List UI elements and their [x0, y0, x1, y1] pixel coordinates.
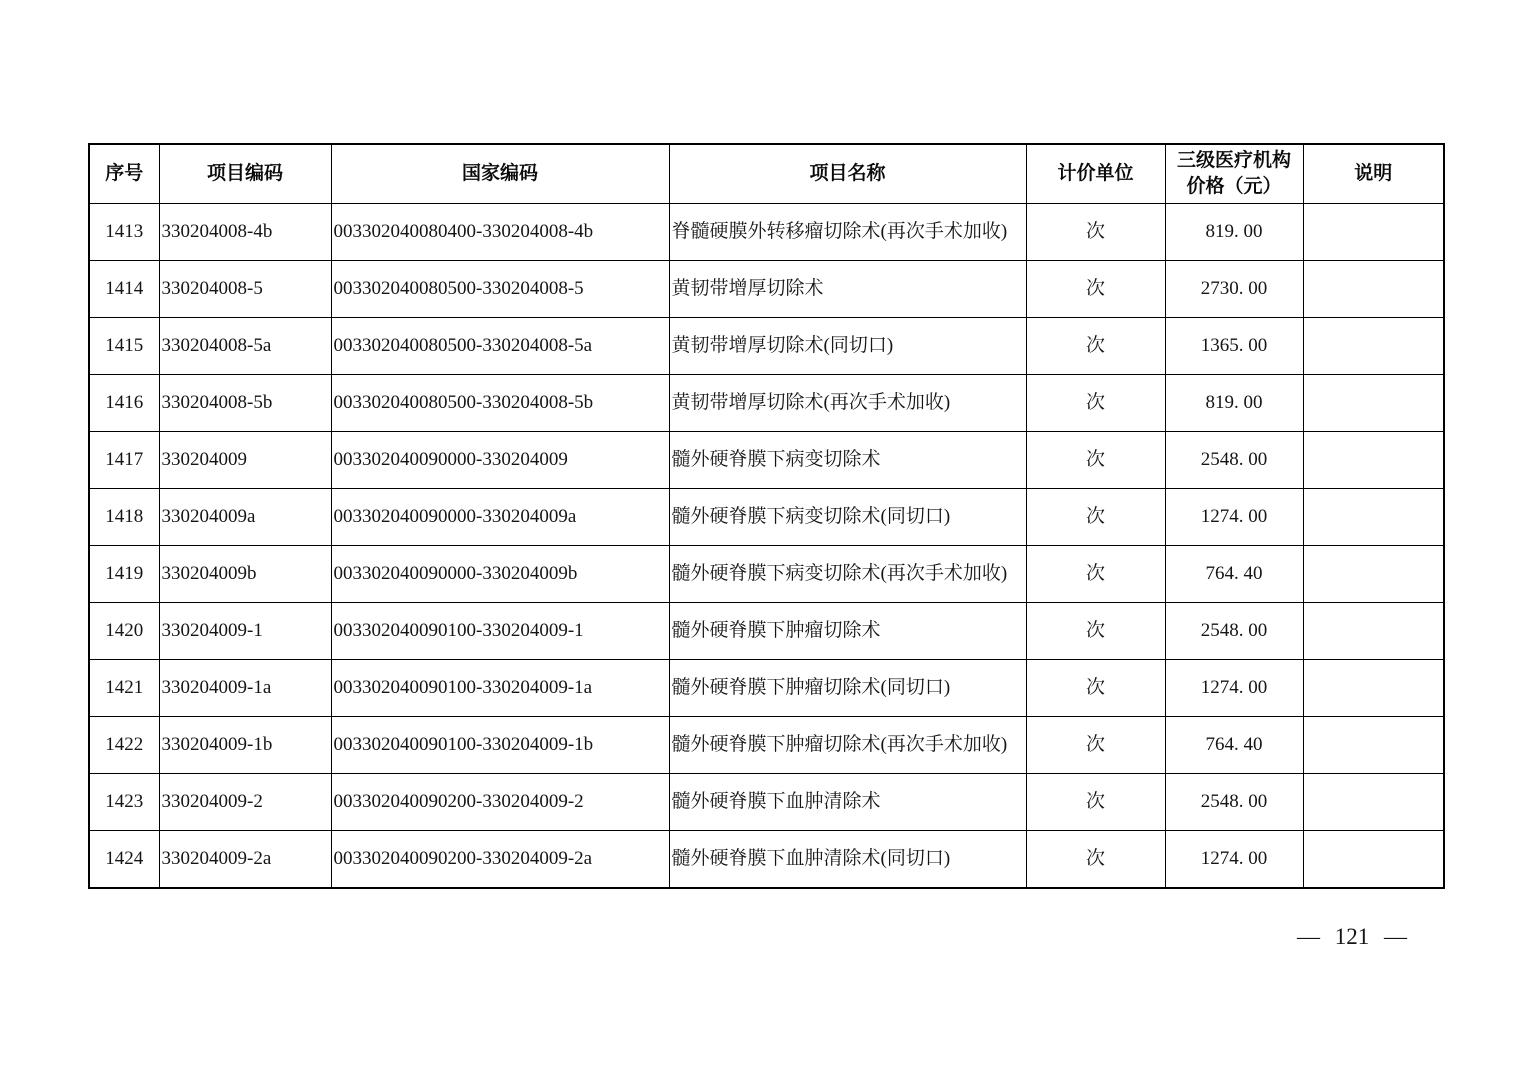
cell-project-code: 330204009-1a [159, 660, 331, 717]
col-header-unit: 计价单位 [1026, 144, 1165, 204]
cell-project-name: 脊髓硬膜外转移瘤切除术(再次手术加收) [669, 204, 1026, 261]
cell-national-code: 003302040080500-330204008-5a [331, 318, 669, 375]
cell-price: 2548. 00 [1165, 603, 1303, 660]
cell-note [1303, 375, 1444, 432]
cell-unit: 次 [1026, 375, 1165, 432]
cell-project-name: 髓外硬脊膜下病变切除术(再次手术加收) [669, 546, 1026, 603]
cell-seq: 1418 [89, 489, 159, 546]
cell-project-name: 髓外硬脊膜下血肿清除术(同切口) [669, 831, 1026, 889]
cell-national-code: 003302040080500-330204008-5 [331, 261, 669, 318]
cell-project-code: 330204009-1b [159, 717, 331, 774]
cell-project-name: 髓外硬脊膜下肿瘤切除术 [669, 603, 1026, 660]
cell-seq: 1415 [89, 318, 159, 375]
table-row [89, 774, 1444, 831]
cell-national-code: 003302040090100-330204009-1a [331, 660, 669, 717]
cell-national-code: 003302040090200-330204009-2 [331, 774, 669, 831]
cell-national-code: 003302040080500-330204008-5b [331, 375, 669, 432]
cell-note [1303, 774, 1444, 831]
cell-unit: 次 [1026, 261, 1165, 318]
cell-note [1303, 831, 1444, 889]
cell-national-code: 003302040080400-330204008-4b [331, 204, 669, 261]
cell-note [1303, 432, 1444, 489]
cell-project-name: 黄韧带增厚切除术(同切口) [669, 318, 1026, 375]
cell-price: 1274. 00 [1165, 831, 1303, 889]
cell-price: 764. 40 [1165, 717, 1303, 774]
cell-price: 819. 00 [1165, 204, 1303, 261]
cell-unit: 次 [1026, 660, 1165, 717]
cell-note [1303, 603, 1444, 660]
table-row [89, 717, 1444, 774]
price-table [88, 143, 1445, 889]
cell-national-code: 003302040090100-330204009-1b [331, 717, 669, 774]
cell-price: 2548. 00 [1165, 774, 1303, 831]
cell-note [1303, 546, 1444, 603]
col-header-project-name: 项目名称 [669, 144, 1026, 204]
cell-project-code: 330204008-5a [159, 318, 331, 375]
cell-seq: 1424 [89, 831, 159, 889]
cell-project-code: 330204008-4b [159, 204, 331, 261]
table-row [89, 318, 1444, 375]
col-header-national-code: 国家编码 [331, 144, 669, 204]
table-row [89, 831, 1444, 889]
cell-price: 1365. 00 [1165, 318, 1303, 375]
cell-project-name: 髓外硬脊膜下病变切除术(同切口) [669, 489, 1026, 546]
cell-note [1303, 204, 1444, 261]
col-header-project-code: 项目编码 [159, 144, 331, 204]
page-number: — 121 — [1297, 924, 1407, 949]
cell-national-code: 003302040090000-330204009a [331, 489, 669, 546]
cell-unit: 次 [1026, 489, 1165, 546]
cell-seq: 1423 [89, 774, 159, 831]
cell-price: 1274. 00 [1165, 489, 1303, 546]
cell-seq: 1422 [89, 717, 159, 774]
table-row [89, 603, 1444, 660]
col-header-price-label: 三级医疗机构价格（元） [1176, 150, 1291, 197]
cell-unit: 次 [1026, 318, 1165, 375]
col-header-price [1165, 144, 1303, 204]
header-row [89, 144, 1444, 204]
cell-unit: 次 [1026, 603, 1165, 660]
cell-project-code: 330204009a [159, 489, 331, 546]
table-row [89, 261, 1444, 318]
cell-seq: 1419 [89, 546, 159, 603]
cell-price: 2548. 00 [1165, 432, 1303, 489]
table-row [89, 375, 1444, 432]
cell-price: 819. 00 [1165, 375, 1303, 432]
cell-price: 1274. 00 [1165, 660, 1303, 717]
cell-project-name: 髓外硬脊膜下肿瘤切除术(同切口) [669, 660, 1026, 717]
cell-project-code: 330204008-5b [159, 375, 331, 432]
cell-project-name: 髓外硬脊膜下血肿清除术 [669, 774, 1026, 831]
cell-seq: 1416 [89, 375, 159, 432]
cell-project-code: 330204009-2 [159, 774, 331, 831]
cell-note [1303, 261, 1444, 318]
cell-project-code: 330204009 [159, 432, 331, 489]
cell-unit: 次 [1026, 204, 1165, 261]
cell-national-code: 003302040090100-330204009-1 [331, 603, 669, 660]
cell-note [1303, 318, 1444, 375]
table-row [89, 489, 1444, 546]
col-header-seq: 序号 [89, 144, 159, 204]
table-row [89, 546, 1444, 603]
cell-project-name: 髓外硬脊膜下肿瘤切除术(再次手术加收) [669, 717, 1026, 774]
cell-national-code: 003302040090000-330204009b [331, 546, 669, 603]
cell-note [1303, 660, 1444, 717]
cell-unit: 次 [1026, 432, 1165, 489]
cell-seq: 1417 [89, 432, 159, 489]
table-row [89, 432, 1444, 489]
cell-unit: 次 [1026, 546, 1165, 603]
cell-project-name: 黄韧带增厚切除术 [669, 261, 1026, 318]
cell-note [1303, 717, 1444, 774]
table-row [89, 660, 1444, 717]
cell-unit: 次 [1026, 717, 1165, 774]
cell-price: 2730. 00 [1165, 261, 1303, 318]
cell-seq: 1420 [89, 603, 159, 660]
cell-seq: 1421 [89, 660, 159, 717]
cell-price: 764. 40 [1165, 546, 1303, 603]
cell-unit: 次 [1026, 774, 1165, 831]
cell-unit: 次 [1026, 831, 1165, 889]
cell-project-code: 330204009-2a [159, 831, 331, 889]
cell-project-code: 330204009b [159, 546, 331, 603]
cell-note [1303, 489, 1444, 546]
table-row [89, 204, 1444, 261]
cell-national-code: 003302040090000-330204009 [331, 432, 669, 489]
col-header-note: 说明 [1303, 144, 1444, 204]
cell-project-name: 髓外硬脊膜下病变切除术 [669, 432, 1026, 489]
cell-seq: 1413 [89, 204, 159, 261]
cell-project-code: 330204009-1 [159, 603, 331, 660]
cell-seq: 1414 [89, 261, 159, 318]
cell-project-name: 黄韧带增厚切除术(再次手术加收) [669, 375, 1026, 432]
cell-project-code: 330204008-5 [159, 261, 331, 318]
cell-national-code: 003302040090200-330204009-2a [331, 831, 669, 889]
